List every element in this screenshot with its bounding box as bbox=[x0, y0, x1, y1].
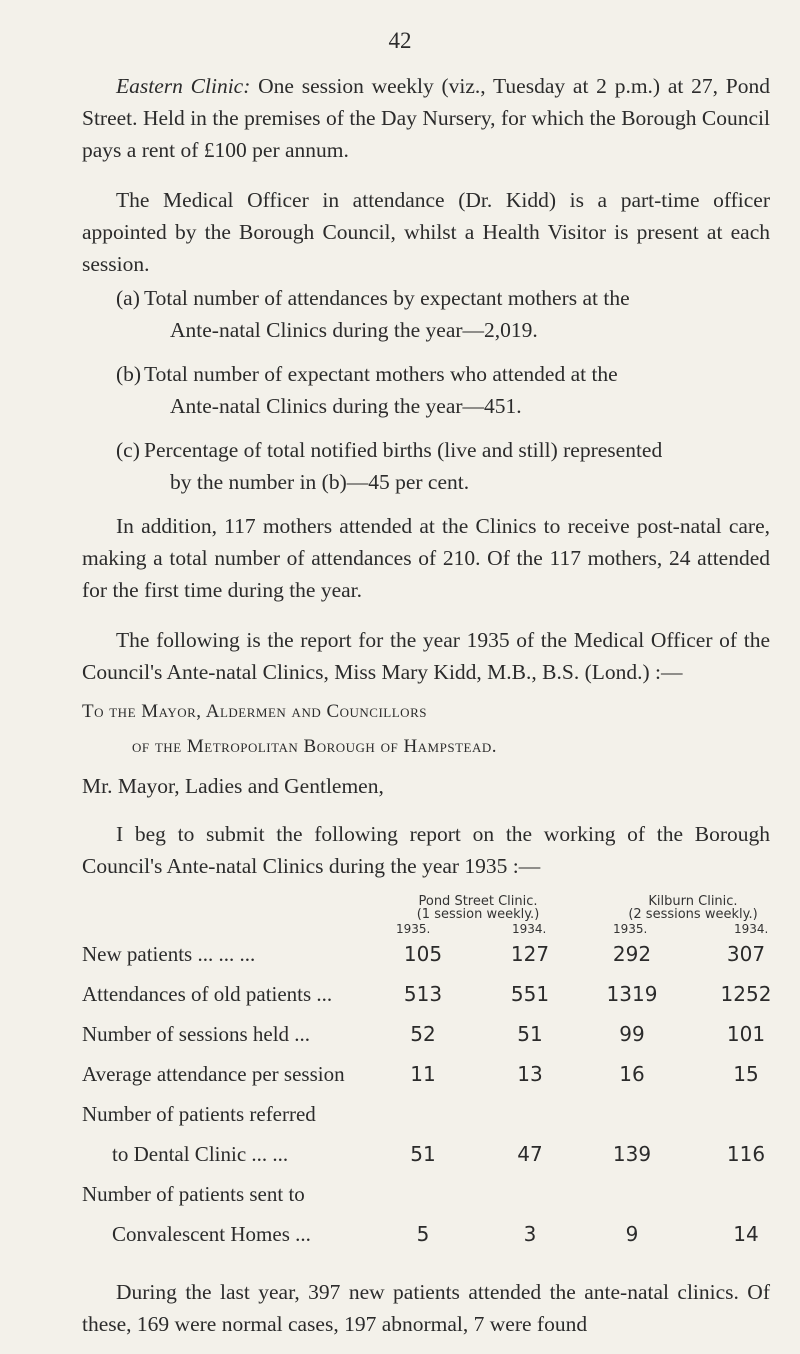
list-text-c-2: by the number in (b)—45 per cent. bbox=[170, 470, 470, 494]
cell: 5 bbox=[416, 1222, 430, 1246]
cell: 51 bbox=[517, 1022, 543, 1046]
col-group-pond-sub: (1 session weekly.) bbox=[416, 907, 540, 922]
col-year-pond-1935: 1935. bbox=[396, 922, 431, 936]
paragraph-eastern-clinic bbox=[82, 70, 770, 166]
cell: 292 bbox=[612, 942, 652, 966]
cell: 15 bbox=[733, 1062, 759, 1086]
cell: 52 bbox=[410, 1022, 436, 1046]
cell: 551 bbox=[510, 982, 550, 1006]
salutation: Mr. Mayor, Ladies and Gentlemen, bbox=[82, 774, 384, 798]
cell: 1252 bbox=[720, 982, 772, 1006]
cell: 99 bbox=[619, 1022, 645, 1046]
col-group-pond bbox=[378, 895, 578, 921]
cell: 16 bbox=[619, 1062, 645, 1086]
cell: 116 bbox=[726, 1142, 766, 1166]
cell: 127 bbox=[510, 942, 550, 966]
cell: 13 bbox=[517, 1062, 543, 1086]
cell: 101 bbox=[726, 1022, 766, 1046]
list-marker-a: (a) bbox=[116, 286, 140, 310]
row-label-sessions: Number of sessions held ... bbox=[82, 1022, 311, 1046]
row-label-convalescent-2: Convalescent Homes ... bbox=[112, 1222, 311, 1246]
list-text-a: Total number of attendances by expectant mothers at the bbox=[144, 286, 630, 310]
list-text-b-2: Ante-natal Clinics during the year—451. bbox=[170, 394, 522, 418]
paragraph-submit: I beg to submit the following report on the working of the Borough Council's Ante-natal Clinics during the year 1935 :— bbox=[82, 822, 770, 878]
address-line-2: of the Metropolitan Borough of Hampstead. bbox=[132, 736, 497, 757]
paragraph-post-natal: In addition, 117 mothers attended at the Clinics to receive post-natal care, making a total number of attendances of 210. Of the 117 mothers, 24 attended for the first time during the year. bbox=[82, 514, 770, 602]
col-year-kilburn-1934: 1934. bbox=[734, 922, 769, 936]
col-group-kilburn-sub: (2 sessions weekly.) bbox=[628, 907, 758, 922]
col-year-kilburn-1935: 1935. bbox=[613, 922, 648, 936]
cell: 307 bbox=[726, 942, 766, 966]
page-number: 42 bbox=[388, 28, 412, 53]
cell: 11 bbox=[410, 1062, 436, 1086]
col-group-pond-title: Pond Street Clinic. bbox=[418, 894, 538, 909]
row-label-new-patients: New patients ... ... ... bbox=[82, 942, 256, 966]
cell: 51 bbox=[410, 1142, 436, 1166]
list-text-b: Total number of expectant mothers who attended at the bbox=[144, 362, 618, 386]
col-year-pond-1934: 1934. bbox=[512, 922, 547, 936]
row-label-average: Average attendance per session bbox=[82, 1062, 345, 1086]
row-label-dental-2: to Dental Clinic ... ... bbox=[112, 1142, 289, 1166]
paragraph-report-intro: The following is the report for the year 1935 of the Medical Officer of the Council's Ante-natal Clinics, Miss Mary Kidd, M.B., B.S. (Lond.) :— bbox=[82, 628, 770, 684]
col-group-kilburn-title: Kilburn Clinic. bbox=[648, 894, 738, 909]
cell: 139 bbox=[612, 1142, 652, 1166]
cell: 513 bbox=[403, 982, 443, 1006]
paragraph-medical-officer: The Medical Officer in attendance (Dr. Kidd) is a part-time officer appointed by the Borough Council, whilst a Health Visitor is present at each session. bbox=[82, 188, 770, 276]
list-marker-b: (b) bbox=[116, 362, 142, 386]
eastern-clinic-heading: Eastern Clinic: bbox=[116, 74, 251, 98]
eastern-clinic-text: One session weekly (viz., Tuesday at 2 p.m.) at 27, Pond Street. Held in the premises of the Day Nursery, for which the Borough Council pays a rent of £100 per annum. bbox=[82, 74, 771, 162]
cell: 9 bbox=[625, 1222, 639, 1246]
cell: 105 bbox=[403, 942, 443, 966]
paragraph-closing: During the last year, 397 new patients attended the ante-natal clinics. Of these, 169 were normal cases, 197 abnormal, 7 were found bbox=[82, 1280, 770, 1336]
list-marker-c: (c) bbox=[116, 438, 140, 462]
cell: 1319 bbox=[606, 982, 658, 1006]
cell: 14 bbox=[733, 1222, 759, 1246]
row-label-dental-1: Number of patients referred bbox=[82, 1102, 316, 1126]
list-text-c: Percentage of total notified births (live and still) represented bbox=[144, 438, 663, 462]
row-label-old-patients: Attendances of old patients ... bbox=[82, 982, 333, 1006]
list-text-a-2: Ante-natal Clinics during the year—2,019. bbox=[170, 318, 538, 342]
address-line-1: To the Mayor, Aldermen and Councillors bbox=[82, 701, 427, 722]
row-label-convalescent-1: Number of patients sent to bbox=[82, 1182, 305, 1206]
col-group-kilburn bbox=[598, 895, 788, 921]
cell: 3 bbox=[523, 1222, 537, 1246]
cell: 47 bbox=[517, 1142, 543, 1166]
